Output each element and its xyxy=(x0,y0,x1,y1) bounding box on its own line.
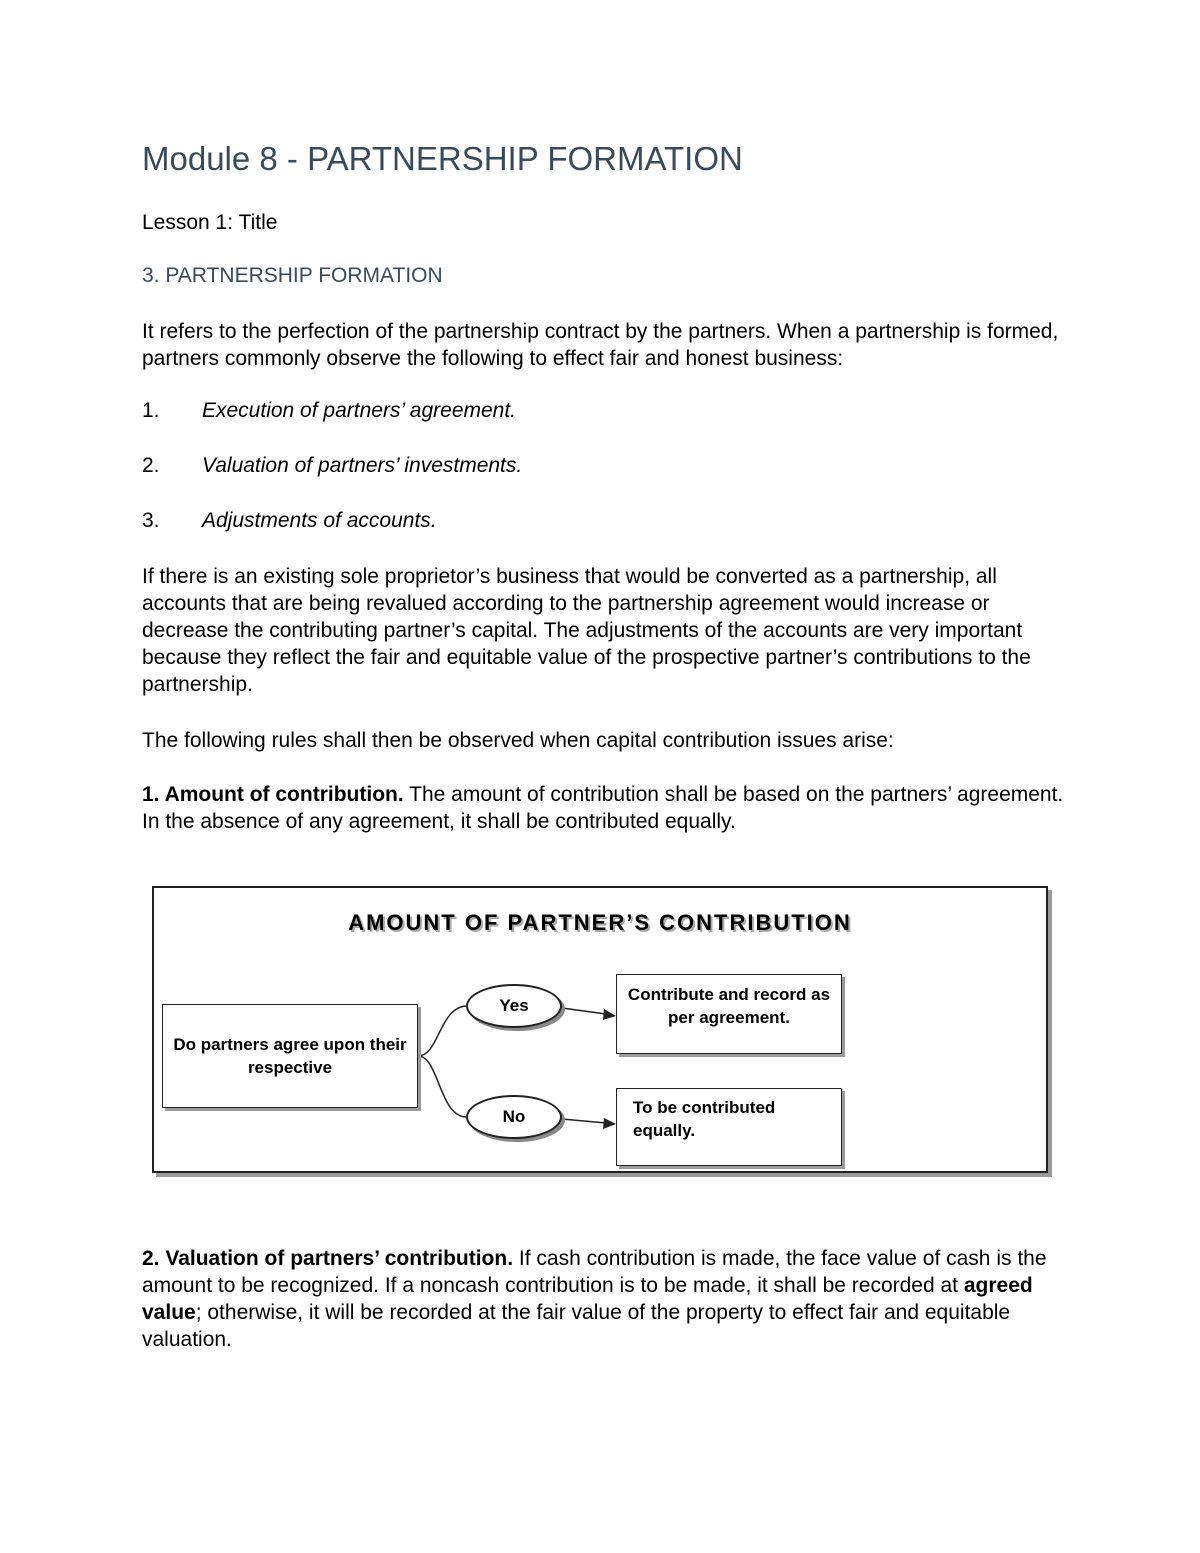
flowchart-title: AMOUNT OF PARTNER’S CONTRIBUTION xyxy=(348,910,852,935)
yes-result-text: Contribute and record as per agreement. xyxy=(627,985,831,1027)
list-text: Valuation of partners’ investments. xyxy=(202,454,523,477)
yes-label: Yes xyxy=(499,996,529,1015)
yes-result-box xyxy=(616,974,842,1054)
yes-node xyxy=(466,984,562,1028)
arrowhead-no xyxy=(603,1118,616,1129)
list-number: 2. xyxy=(142,454,160,477)
arrowhead-yes xyxy=(603,1009,616,1020)
agreed-value-term: agreed value xyxy=(142,1274,1033,1324)
list-item xyxy=(142,454,522,478)
no-result-box xyxy=(616,1088,842,1166)
rule-2-text-a: If cash contribution is made, the face value of cash is the amount to be recognized. If a noncash contribution is to be made, it shall be recorded at xyxy=(142,1247,1047,1297)
list-item xyxy=(142,509,437,533)
rule-2-paragraph xyxy=(142,1245,1072,1353)
existing-business-paragraph: If there is an existing sole proprietor’s business that would be converted as a partnership, all accounts that are being revalued according to the partnership agreement would increase or decrease the contributing partner’s capital. The adjustments of the accounts are very important because they reflect the fair and equitable value of the prospective partner’s contributions to the partnership. xyxy=(142,565,1031,696)
list-number: 3. xyxy=(142,509,160,532)
connector-to-no xyxy=(418,1056,466,1117)
contribution-flowchart xyxy=(152,886,1048,1173)
list-text: Execution of partners’ agreement. xyxy=(202,399,517,422)
rule-2-heading: 2. Valuation of partners’ contribution. xyxy=(142,1247,514,1270)
list-item xyxy=(142,399,516,423)
no-label: No xyxy=(502,1107,526,1126)
rule-2-text-b: ; otherwise, it will be recorded at the fair value of the property to effect fair and equitable valuation. xyxy=(142,1301,1011,1351)
rule-1-text: The amount of contribution shall be based on the partners’ agreement. In the absence of any agreement, it shall be contributed equally. xyxy=(142,783,1064,833)
question-text: Do partners agree upon their respective xyxy=(173,1035,407,1077)
arrow-line-yes xyxy=(562,1008,606,1014)
rule-1-paragraph xyxy=(142,781,1072,835)
list-number: 1. xyxy=(142,399,160,422)
question-box xyxy=(162,1004,418,1108)
no-result-text: To be contributed equally. xyxy=(633,1098,776,1140)
page-title: Module 8 - PARTNERSHIP FORMATION xyxy=(142,140,743,177)
arrow-line-no xyxy=(562,1119,606,1123)
connector-to-yes xyxy=(418,1006,466,1056)
section-heading: 3. PARTNERSHIP FORMATION xyxy=(142,264,443,287)
intro-paragraph: It refers to the perfection of the partnership contract by the partners. When a partnership is formed, partners commonly observe the following to effect fair and honest business: xyxy=(142,320,1059,370)
list-text: Adjustments of accounts. xyxy=(202,509,437,532)
lesson-heading: Lesson 1: Title xyxy=(142,211,278,234)
rules-intro-paragraph: The following rules shall then be observed when capital contribution issues arise: xyxy=(142,729,894,752)
no-node xyxy=(466,1095,562,1139)
rule-1-heading: 1. Amount of contribution. xyxy=(142,783,404,806)
